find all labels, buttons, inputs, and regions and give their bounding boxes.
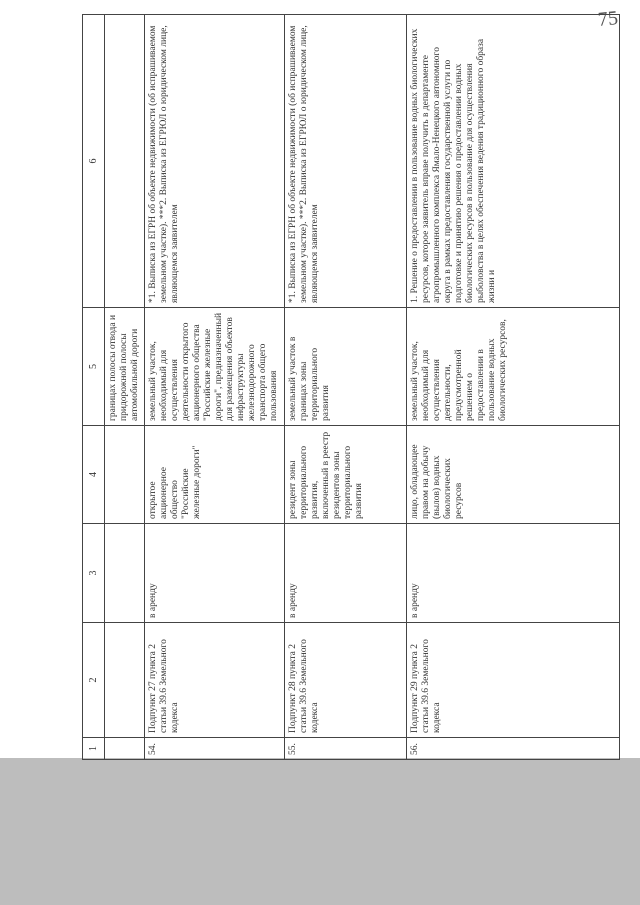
- row-documents: *1. Выписка из ЕГРН об объекте недвижимости (об испрашиваемом земельном участке). ***2. Выписка из ЕГРЮЛ о юридическом лице, являющемся заявителем: [285, 15, 407, 308]
- table-row: [145, 15, 285, 760]
- header-col-6: 6: [83, 15, 105, 308]
- rotated-table-container: [82, 15, 617, 760]
- header-col-3: 3: [83, 524, 105, 623]
- row-grant-type: в аренду: [407, 524, 620, 623]
- header-col-4: 4: [83, 426, 105, 524]
- table-row: [285, 15, 407, 760]
- row-land-plot: земельный участок, необходимый для осуществления деятельности открытого акционерного общества "Российские железные дороги", предназначенный для размещения объектов инфраструктуры железнодорожного транспорта общего пользования: [145, 308, 285, 426]
- scan-background-edge: [0, 758, 640, 905]
- row-land-plot: земельный участок в границах зоны территориального развития: [285, 308, 407, 426]
- row-land-plot: земельный участок, необходимый для осуществления деятельности, предусмотренной решением о предоставлении в пользование водных биологических ресурсов,: [407, 308, 620, 426]
- column-number-header-row: [83, 15, 105, 760]
- row-applicant: лицо, обладающее правом на добычу (вылов) водных биологических ресурсов: [407, 426, 620, 524]
- row-number: 54.: [145, 738, 285, 760]
- table-row: [407, 15, 620, 760]
- row-documents: *1. Выписка из ЕГРН об объекте недвижимости (об испрашиваемом земельном участке). ***2. Выписка из ЕГРЮЛ о юридическом лице, являющемся заявителем: [145, 15, 285, 308]
- row-legal-basis: Подпункт 28 пункта 2 статьи 39.6 Земельного кодекса: [285, 623, 407, 738]
- continuation-land-cell: границах полосы отвода и придорожной полосы автомобильной дороги: [105, 308, 145, 426]
- row-applicant: резидент зоны территориального развития, включенный в реестр резидентов зоны территориального развития: [285, 426, 407, 524]
- row-grant-type: в аренду: [145, 524, 285, 623]
- row-applicant: открытое акционерное общество "Российские железные дороги": [145, 426, 285, 524]
- row-documents: 1. Решение о предоставлении в пользование водных биологических ресурсов, которое заявитель вправе получить в департаменте агропромышленного комплекса Ямало-Ненецкого автономного округа в рамках предоставления государственной услуги по подготовке и принятию решения о предоставлении водных биологических ресурсов в пользование для осуществления рыболовства в целях обеспечения ведения традиционного образа жизни и: [407, 15, 620, 308]
- row-legal-basis: Подпункт 27 пункта 2 статьи 39.6 Земельного кодекса: [145, 623, 285, 738]
- continuation-docs-cell: [105, 15, 145, 308]
- continuation-row: [105, 15, 145, 760]
- row-legal-basis: Подпункт 29 пункта 2 статьи 39.6 Земельного кодекса: [407, 623, 620, 738]
- header-col-1: 1: [83, 738, 105, 760]
- header-col-5: 5: [83, 308, 105, 426]
- row-number: 55.: [285, 738, 407, 760]
- requirements-table: [82, 14, 620, 760]
- row-number: 56.: [407, 738, 620, 760]
- page-number: 75: [596, 7, 620, 31]
- row-grant-type: в аренду: [285, 524, 407, 623]
- header-col-2: 2: [83, 623, 105, 738]
